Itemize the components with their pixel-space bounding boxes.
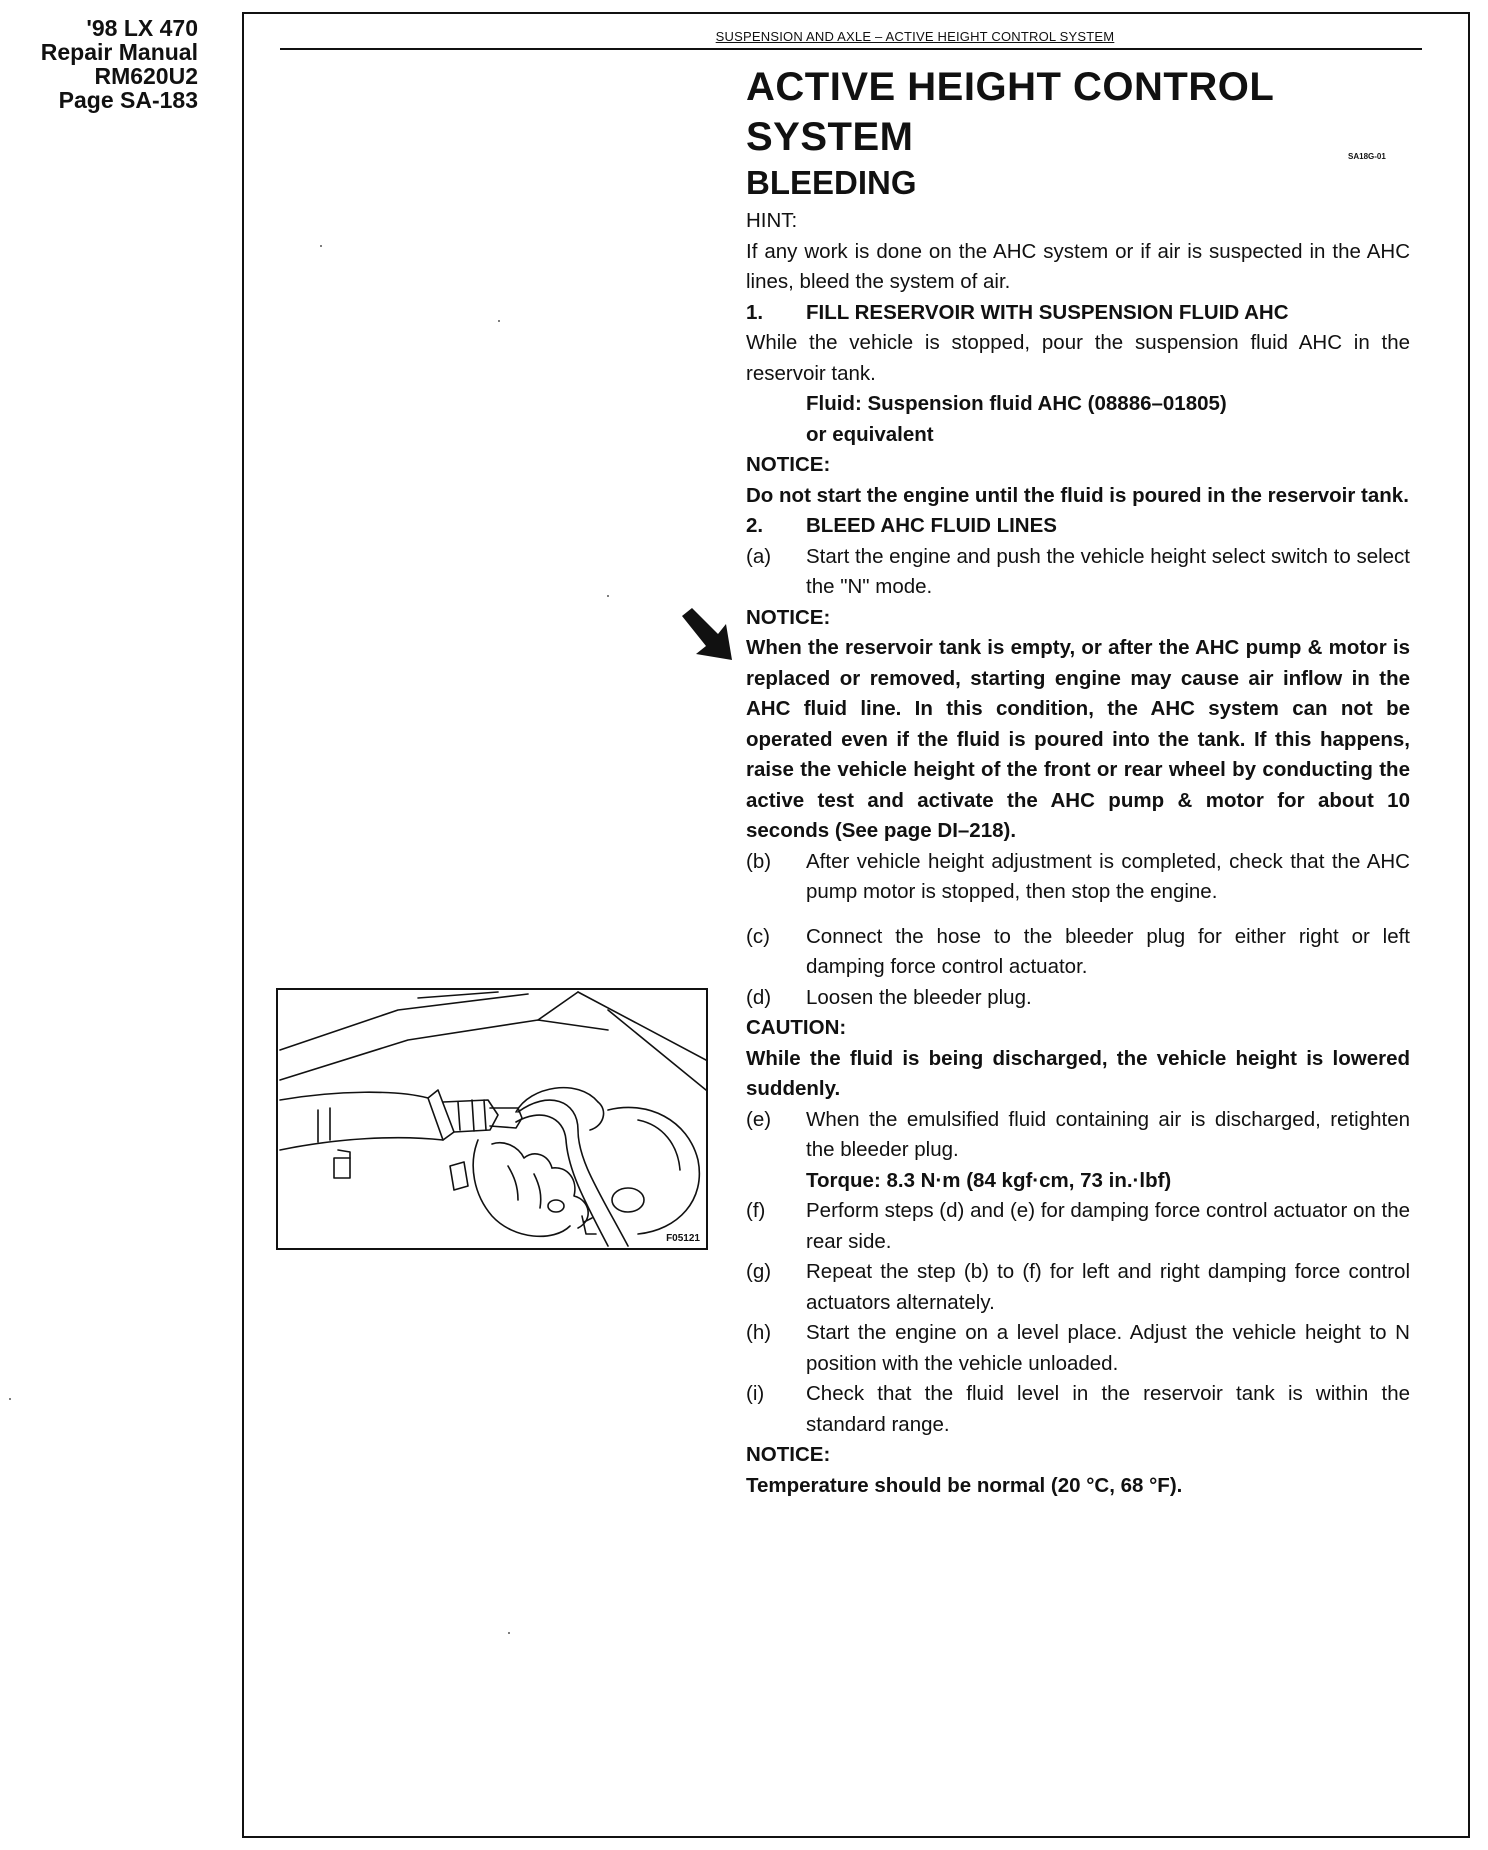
step-number: 2. xyxy=(746,514,764,537)
fluid-spec-line2: or equivalent xyxy=(806,422,934,446)
figure-code: F05121 xyxy=(666,1233,700,1244)
item-label: (h) xyxy=(746,1321,772,1344)
list-item xyxy=(746,1105,1410,1166)
scan-speck xyxy=(508,1632,510,1634)
item-text: After vehicle height adjustment is completed, check that the AHC pump motor is stopped, then stop the engine. xyxy=(806,849,1410,903)
pointer-arrow-icon xyxy=(680,608,738,662)
document-body xyxy=(746,62,1410,1501)
step-1-text: While the vehicle is stopped, pour the suspension fluid AHC in the reservoir tank. xyxy=(746,331,1410,385)
notice-label: NOTICE: xyxy=(746,605,831,629)
list-item xyxy=(746,542,1410,603)
running-head: SUSPENSION AND AXLE – ACTIVE HEIGHT CONTROL SYSTEM xyxy=(715,29,1115,44)
item-text: Check that the fluid level in the reservoir tank is within the standard range. xyxy=(806,1382,1410,1436)
bleeder-hose-drawing xyxy=(278,990,706,1248)
item-label: (f) xyxy=(746,1199,766,1222)
step-1-heading xyxy=(746,298,1410,329)
hint-text: If any work is done on the AHC system or if air is suspected in the AHC lines, bleed the system of air. xyxy=(746,239,1410,293)
step-number: 1. xyxy=(746,300,764,324)
scan-speck xyxy=(320,245,322,247)
manual-type-line: Repair Manual xyxy=(40,39,198,65)
list-item xyxy=(746,1196,1410,1257)
bleeder-plug-illustration xyxy=(276,988,708,1250)
manual-number-line: RM620U2 xyxy=(94,63,198,89)
list-item xyxy=(746,1379,1410,1440)
item-label: (c) xyxy=(746,924,770,948)
item-label: (a) xyxy=(746,544,772,568)
page-title-line2: SYSTEM xyxy=(746,115,914,159)
manual-identifier xyxy=(0,16,198,112)
page-number-line: Page SA-183 xyxy=(58,87,198,113)
list-item xyxy=(746,1318,1410,1379)
scan-speck xyxy=(498,320,500,322)
item-text: Repeat the step (b) to (f) for left and right damping force control actuators alternately. xyxy=(806,1260,1410,1314)
header-rule xyxy=(280,48,1422,50)
item-label: (b) xyxy=(746,849,772,873)
model-year-line: '98 LX 470 xyxy=(86,15,198,41)
step-title: FILL RESERVOIR WITH SUSPENSION FLUID AHC xyxy=(806,300,1289,324)
page-title-line1: ACTIVE HEIGHT CONTROL xyxy=(746,65,1275,109)
notice-text: Temperature should be normal (20 °C, 68 °F). xyxy=(746,1473,1183,1497)
item-text: Start the engine and push the vehicle height select switch to select the "N" mode. xyxy=(806,544,1410,598)
fluid-spec-line1: Fluid: Suspension fluid AHC (08886–01805) xyxy=(806,392,1227,415)
notice-label: NOTICE: xyxy=(746,453,831,476)
item-text: Loosen the bleeder plug. xyxy=(806,985,1032,1009)
item-label: (d) xyxy=(746,985,772,1009)
caution-text: While the fluid is being discharged, the vehicle height is lowered suddenly. xyxy=(746,1046,1410,1100)
scan-speck xyxy=(607,595,609,597)
list-item xyxy=(746,1257,1410,1318)
item-text: Connect the hose to the bleeder plug for either right or left damping force control actuator. xyxy=(806,924,1410,978)
item-label: (g) xyxy=(746,1260,772,1283)
list-item xyxy=(746,847,1410,908)
item-label: (i) xyxy=(746,1382,765,1405)
step-2-heading xyxy=(746,511,1410,542)
notice-label: NOTICE: xyxy=(746,1443,831,1466)
item-label: (e) xyxy=(746,1107,772,1131)
item-text: When the emulsified fluid containing air is discharged, retighten the bleeder plug. xyxy=(806,1107,1410,1161)
page-title xyxy=(746,62,1410,162)
list-item xyxy=(746,983,1410,1014)
list-item xyxy=(746,922,1410,983)
torque-spec: Torque: 8.3 N·m (84 kgf·cm, 73 in.·lbf) xyxy=(806,1168,1172,1192)
scan-speck xyxy=(9,1398,11,1400)
notice-text: When the reservoir tank is empty, or after the AHC pump & motor is replaced or removed, starting engine may cause air inflow in the AHC fluid line. In this condition, the AHC system can not be operated even if the fluid is poured into the tank. If this happens, raise the vehicle height of the front or rear wheel by conducting the active test and activate the AHC pump & motor for about 10 seconds (See page DI–218). xyxy=(746,636,1410,842)
step-title: BLEED AHC FLUID LINES xyxy=(806,514,1057,537)
notice-text: Do not start the engine until the fluid is poured in the reservoir tank. xyxy=(746,483,1409,507)
reference-code: SA18G-01 xyxy=(1348,152,1386,161)
hint-label: HINT: xyxy=(746,209,798,232)
section-title: BLEEDING xyxy=(746,164,917,201)
item-text: Start the engine on a level place. Adjust the vehicle height to N position with the vehicle unloaded. xyxy=(806,1321,1410,1375)
item-text: Perform steps (d) and (e) for damping force control actuator on the rear side. xyxy=(806,1199,1410,1253)
caution-label: CAUTION: xyxy=(746,1016,847,1039)
